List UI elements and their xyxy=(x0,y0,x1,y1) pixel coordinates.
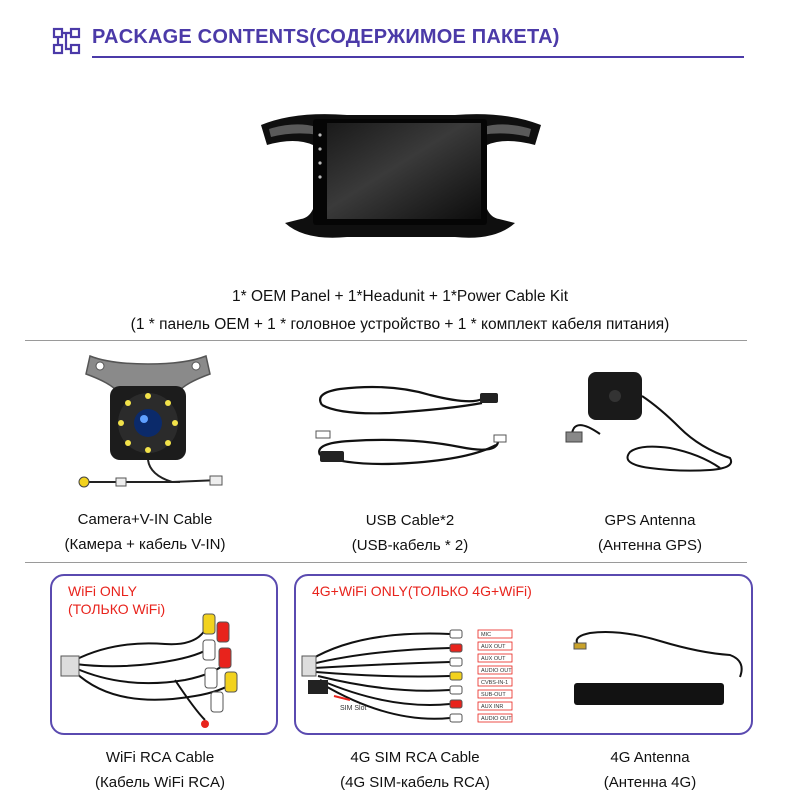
oem-panel-caption: 1* OEM Panel + 1*Headunit + 1*Power Cable Kit (1 * панель OEM + 1 * головное устройство + 1 * комплект кабеля питания) xyxy=(130,288,670,333)
divider xyxy=(25,562,747,563)
usb-cable-caption: USB Cable*2 (USB-кабель * 2) xyxy=(351,512,469,554)
camera-caption: Camera+V-IN Cable (Камера + кабель V-IN) xyxy=(64,511,226,553)
4g-sim-rca-caption: 4G SIM RCA Cable (4G SIM-кабель RCA) xyxy=(340,749,490,791)
tag-aux-out: AUX OUT xyxy=(481,656,506,662)
tag-aux-inr: AUX INR xyxy=(481,704,504,710)
wifi-only-label: WiFi ONLY (ТОЛЬКО WiFi) xyxy=(68,583,166,617)
oem-panel-headunit-image xyxy=(255,105,545,255)
sim-slot-tag: SIM Slot xyxy=(340,705,367,712)
header-underline xyxy=(92,56,744,58)
gps-antenna-caption: GPS Antenna (Антенна GPS) xyxy=(597,512,703,554)
grid-network-icon xyxy=(52,27,82,55)
usb-cables-image xyxy=(310,375,510,480)
wifi-rca-cable-image xyxy=(55,600,275,732)
tag-audio-out: AUDIO OUT xyxy=(481,668,512,674)
tag-cvbs-in: CVBS-IN-1 xyxy=(481,680,509,686)
tag-mic: MIC xyxy=(481,632,492,638)
tag-aux-out: AUX OUT xyxy=(481,644,506,650)
4g-antenna-image xyxy=(560,625,750,710)
4g-sim-rca-cable-image xyxy=(300,620,530,730)
divider xyxy=(25,340,747,341)
wifi-rca-caption: WiFi RCA Cable (Кабель WiFi RCA) xyxy=(95,749,225,791)
4g-wifi-only-label: 4G+WiFi ONLY(ТОЛЬКО 4G+WiFi) xyxy=(312,583,532,599)
4g-antenna-caption: 4G Antenna (Антенна 4G) xyxy=(603,749,697,791)
tag-sub-out: SUB-OUT xyxy=(481,692,506,698)
page-title: PACKAGE CONTENTS(СОДЕРЖИМОЕ ПАКЕТА) xyxy=(92,26,560,48)
gps-antenna-image xyxy=(560,368,740,486)
tag-audio-out: AUDIO OUT xyxy=(481,716,512,722)
camera-image xyxy=(60,350,235,500)
section-header xyxy=(52,24,744,58)
